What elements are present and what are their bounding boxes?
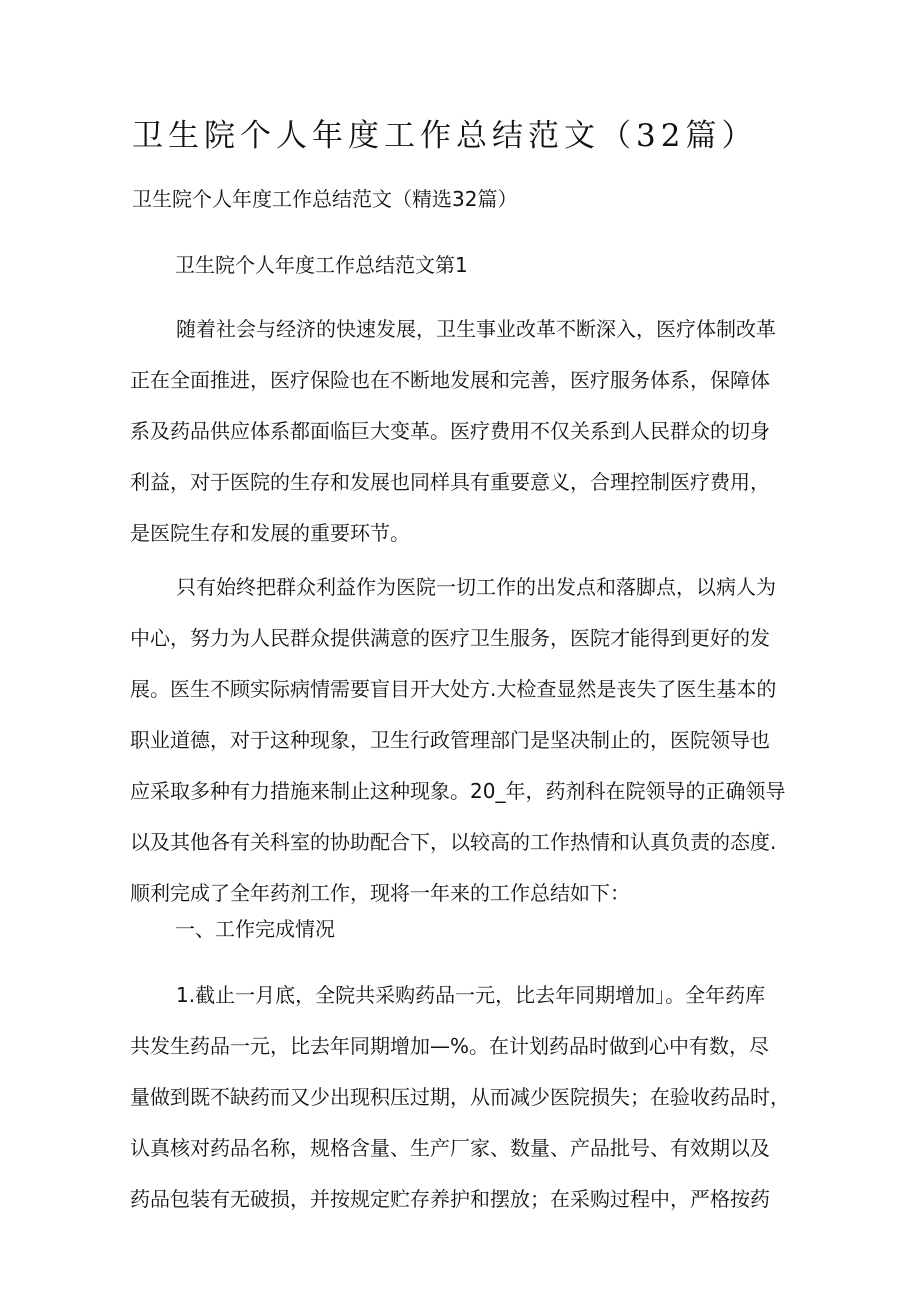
paragraph-line: 展。医生不顾实际病情需要盲目开大处方.大检查显然是丧失了医生基本的 (130, 677, 777, 701)
paragraph-line: 顺利完成了全年药剂工作，现将一年来的工作总结如下： (130, 881, 630, 905)
paragraph-1 (130, 304, 810, 559)
paragraph-line: 随着社会与经济的快速发展，卫生事业改革不断深入，医疗体制改革 (176, 317, 776, 341)
paragraph-line: 以及其他各有关科室的协助配合下，以较高的工作热情和认真负责的态度. (130, 830, 777, 854)
paragraph-line: 量做到既不缺药而又少出现积压过期，从而减少医院损失；在验收药品时， (130, 1085, 790, 1109)
paragraph-2 (130, 562, 810, 919)
paragraph-line: 职业道德，对于这种现象，卫生行政管理部门是坚决制止的，医院领导也 (130, 728, 770, 752)
paragraph-line: 利益，对于医院的生存和发展也同样具有重要意义，合理控制医疗费用， (130, 470, 770, 494)
paragraph-3 (130, 970, 810, 1225)
document-title: 卫生院个人年度工作总结范文（32篇） (132, 118, 758, 154)
paragraph-line: 是医院生存和发展的重要环节。 (130, 521, 410, 545)
paragraph-line: 药品包装有无破损，并按规定贮存养护和摆放；在采购过程中，严格按药 (130, 1187, 770, 1211)
paragraph-line: 1.截止一月底，全院共采购药品一元，比去年同期增加」。全年药库 (176, 983, 766, 1007)
paragraph-line: 中心，努力为人民群众提供满意的医疗卫生服务，医院才能得到更好的发 (130, 626, 770, 650)
paragraph-line: 应采取多种有力措施来制止这种现象。20_年，药剂科在院领导的正确领导 (130, 779, 786, 803)
paragraph-line: 只有始终把群众利益作为医院一切工作的出发点和落脚点，以病人为 (176, 575, 776, 599)
paragraph-line: 系及药品供应体系都面临巨大变革。医疗费用不仅关系到人民群众的切身 (130, 419, 770, 443)
paragraph-line: 共发生药品一元，比去年同期增加—%。在计划药品时做到心中有数，尽 (130, 1034, 770, 1058)
paragraph-line: 认真核对药品名称，规格含量、生产厂家、数量、产品批号、有效期以及 (130, 1136, 770, 1160)
subsection-heading: 一、工作完成情况 (175, 917, 335, 941)
paragraph-line: 正在全面推进，医疗保险也在不断地发展和完善，医疗服务体系，保障体 (130, 368, 770, 392)
document-subtitle: 卫生院个人年度工作总结范文（精选32篇） (132, 187, 518, 211)
section-heading: 卫生院个人年度工作总结范文第1 (175, 253, 468, 277)
